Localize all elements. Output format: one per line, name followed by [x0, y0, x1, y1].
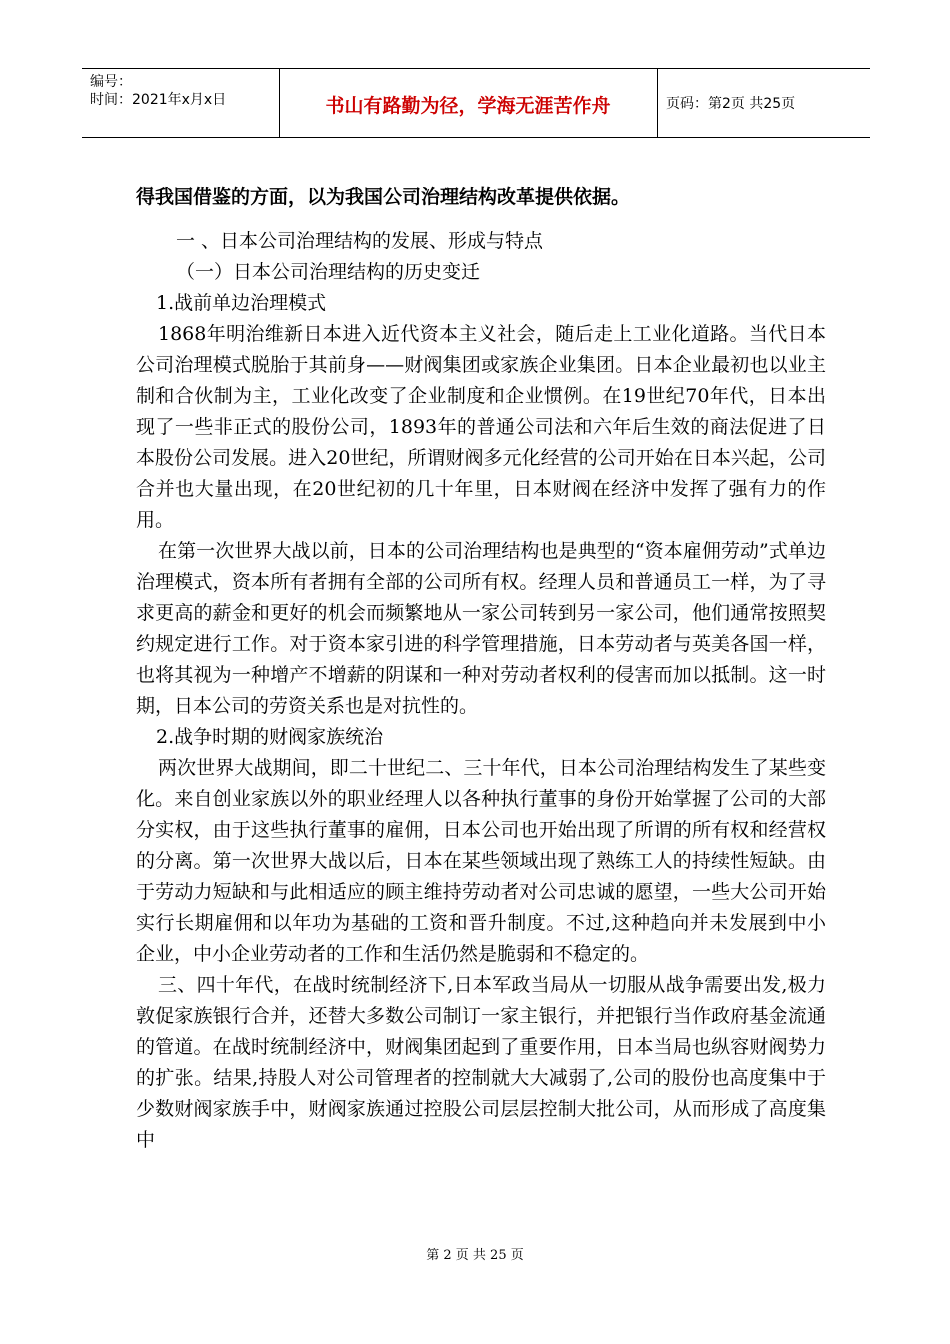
topic-heading: 2.战争时期的财阀家族统治 [156, 726, 384, 748]
body-paragraph: 在第一次世界大战以前，日本的公司治理结构也是典型的“资本雇佣劳动”式单边治理模式，资本所有者拥有全部的公司所有权。经理人员和普通员工一样，为了寻求更高的薪金和更好的机会而频繁地从一家公司转到另一家公司，他们通常按照契约规定进行工作。对于资本家引进的科学管理措施，日本劳动者与英美各国一样，也将其视为一种增产不增薪的阴谋和一种对劳动者权利的侵害而加以抵制。这一时期，日本公司的劳资关系也是对抗性的。 [136, 540, 826, 717]
header-meta [90, 73, 226, 109]
header-number-label: 编号： [90, 74, 132, 90]
body-paragraph: 两次世界大战期间，即二十世纪二、三十年代，日本公司治理结构发生了某些变化。来自创业家族以外的职业经理人以各种执行董事的身份开始掌握了公司的大部分实权，由于这些执行董事的雇佣，日本公司也开始出现了所谓的所有权和经营权的分离。第一次世界大战以后，日本在某些领域出现了熟练工人的持续性短缺。由于劳动力短缺和与此相适应的顾主维持劳动者对公司忠诚的愿望，一些大公司开始实行长期雇佣和以年功为基础的工资和晋升制度。不过,这种趋向并未发展到中小企业，中小企业劳动者的工作和生活仍然是脆弱和不稳定的。 [136, 757, 826, 965]
header-time-label: 时间：2021年x月x日 [90, 92, 227, 108]
header-motto: 书山有路勤为径，学海无涯苦作舟 [325, 95, 611, 117]
page-footer: 第 2 页 共 25 页 [426, 1248, 524, 1263]
body-paragraph: 1868年明治维新日本进入近代资本主义社会，随后走上工业化道路。当代日本公司治理模式脱胎于其前身——财阀集团或家族企业集团。日本企业最初也以业主制和合伙制为主，工业化改变了企业制度和企业惯例。在19世纪70年代，日本出现了一些非正式的股份公司，1893年的普通公司法和六年后生效的商法促进了日本股份公司发展。进入20世纪，所谓财阀多元化经营的公司开始在日本兴起，公司合并也大量出现，在20世纪初的几十年里，日本财阀在经济中发挥了强有力的作用。 [136, 323, 826, 531]
topic-heading: 1.战前单边治理模式 [156, 292, 327, 314]
body-paragraph: 三、四十年代，在战时统制经济下,日本军政当局从一切服从战争需要出发,极力敦促家族银行合并，还替大多数公司制订一家主银行，并把银行当作政府基金流通的管道。在战时统制经济中，财阀集团起到了重要作用，日本当局也纵容财阀势力的扩张。结果,持股人对公司管理者的控制就大大减弱了,公司的股份也高度集中于少数财阀家族手中，财阀家族通过控股公司层层控制大批公司，从而形成了高度集中 [136, 974, 826, 1151]
document-header [82, 68, 870, 138]
header-divider [657, 69, 658, 137]
section-heading: 一 、日本公司治理结构的发展、形成与特点 [176, 230, 544, 252]
document-body [136, 226, 826, 1156]
header-page-info: 页码：第2页 共25页 [666, 96, 796, 112]
lead-line: 得我国借鉴的方面，以为我国公司治理结构改革提供依据。 [136, 186, 631, 208]
subsection-heading: （一）日本公司治理结构的历史变迁 [176, 261, 481, 283]
